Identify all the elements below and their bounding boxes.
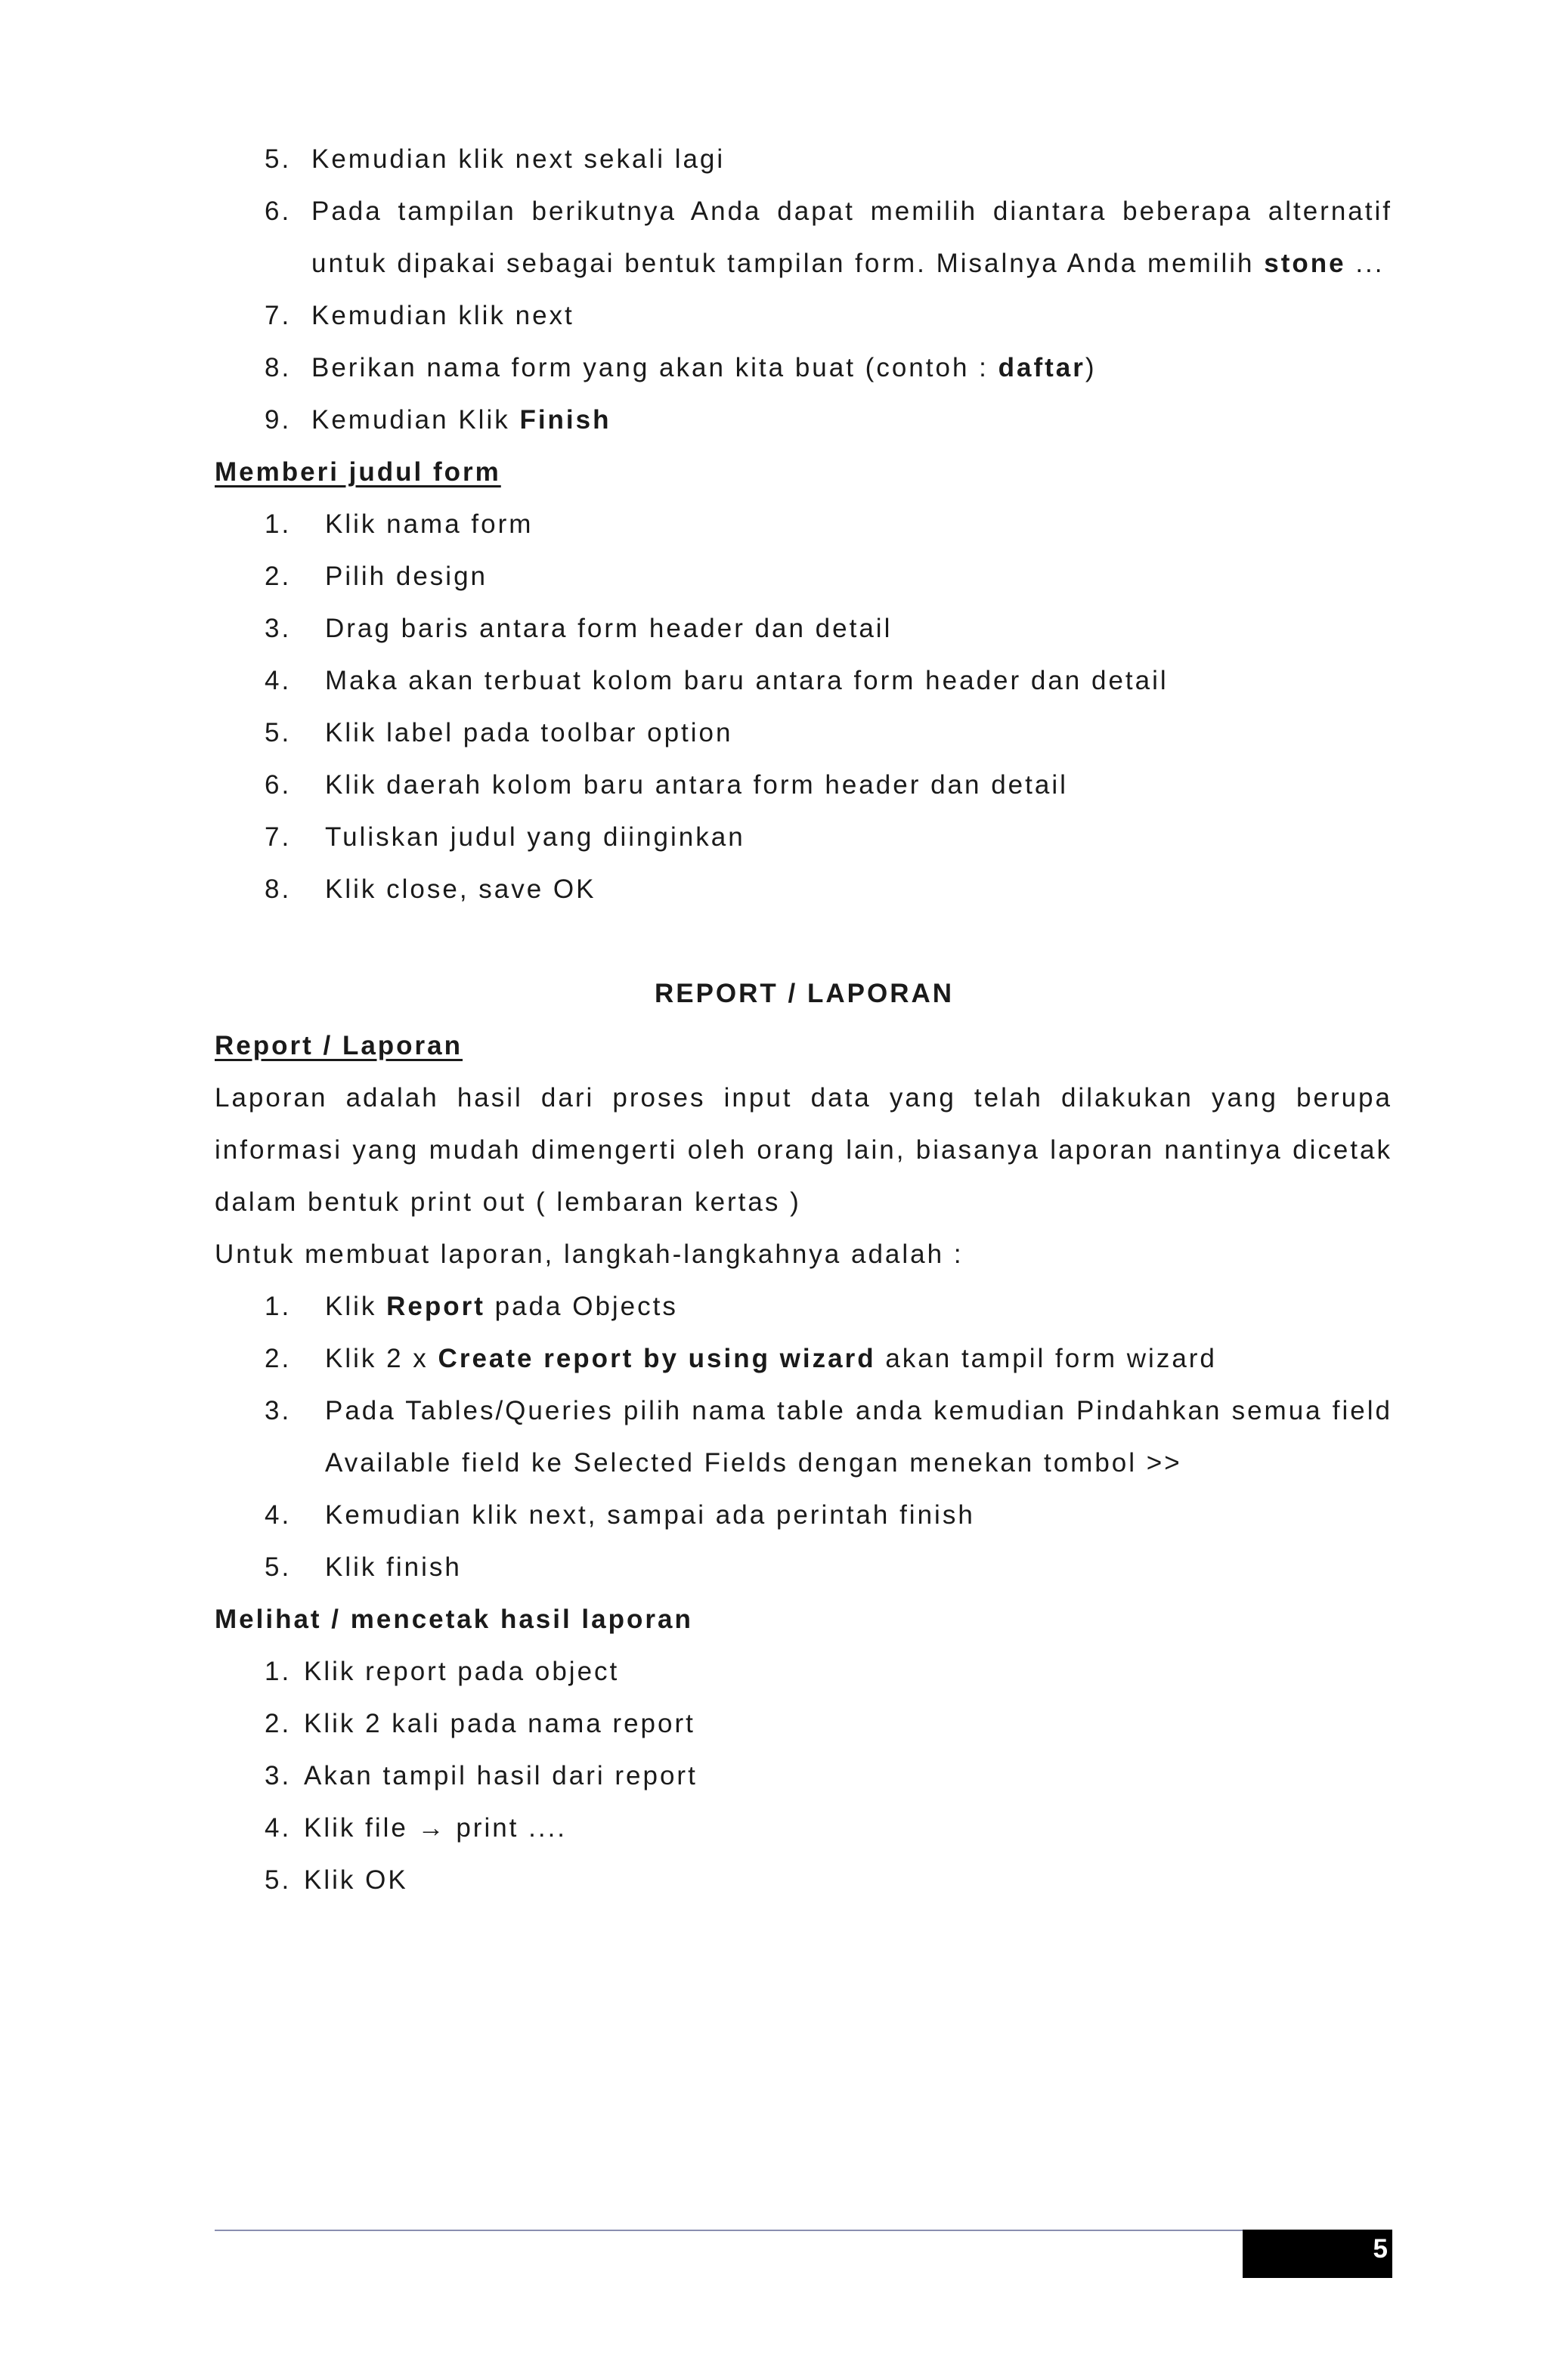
item-text: Maka akan terbuat kolom baru antara form header dan detail <box>325 666 1169 695</box>
list-item <box>0 189 1548 234</box>
item-number: 7. <box>265 301 292 330</box>
list-item <box>0 763 1548 808</box>
list-item <box>0 398 1548 443</box>
item-text: Klik 2 kali pada nama report <box>304 1709 695 1738</box>
text-run: ) <box>1085 353 1097 382</box>
item-text: Klik close, save OK <box>325 874 596 904</box>
item-text: Klik OK <box>304 1865 408 1895</box>
item-number: 5. <box>265 144 292 174</box>
list-item <box>0 1701 1548 1747</box>
list-item <box>0 1284 1548 1329</box>
list-item <box>0 606 1548 651</box>
paragraph-text: Untuk membuat laporan, langkah-langkahnya adalah : <box>215 1240 964 1269</box>
item-text: Akan tampil hasil dari report <box>304 1761 698 1790</box>
item-text <box>311 241 1385 286</box>
page-number: 5 <box>1373 2234 1388 2264</box>
paragraph-line <box>0 1128 1548 1173</box>
list-item <box>0 1858 1548 1903</box>
item-number: 8. <box>265 874 292 904</box>
item-number: 1. <box>265 509 292 539</box>
list-item <box>0 710 1548 756</box>
item-number: 2. <box>265 562 292 591</box>
text-run: pada Objects <box>485 1292 678 1321</box>
item-number: 2. <box>265 1344 292 1373</box>
section-heading: Report / Laporan <box>215 1031 463 1060</box>
arrow-right-icon: → <box>417 1813 447 1843</box>
section-heading-row <box>0 1597 1548 1642</box>
item-text: Kemudian klik next <box>311 301 574 330</box>
bold-text: Report <box>386 1292 485 1321</box>
text-run: Klik <box>325 1292 387 1321</box>
item-number: 3. <box>265 614 292 643</box>
item-text: Klik label pada toolbar option <box>325 718 733 747</box>
item-number: 6. <box>265 197 292 226</box>
item-number: 5. <box>265 718 292 747</box>
item-number: 5. <box>265 1552 292 1582</box>
paragraph-line <box>0 1180 1548 1225</box>
item-text <box>325 1284 678 1329</box>
item-number: 1. <box>265 1657 292 1686</box>
item-number: 7. <box>265 822 292 852</box>
item-text: Kemudian klik next, sampai ada perintah finish <box>325 1500 975 1530</box>
item-text: Available field ke Selected Fields dengan menekan tombol >> <box>325 1448 1182 1478</box>
item-number: 3. <box>265 1396 292 1425</box>
list-item-continuation <box>0 1441 1548 1486</box>
list-item <box>0 1493 1548 1538</box>
paragraph-text: dalam bentuk print out ( lembaran kertas ) <box>215 1187 801 1217</box>
item-number: 4. <box>265 666 292 695</box>
bold-text: Create report by using wizard <box>438 1344 876 1373</box>
paragraph-line <box>0 1075 1548 1121</box>
page-number-box <box>1243 2230 1392 2278</box>
list-item <box>0 867 1548 912</box>
item-text <box>311 398 611 443</box>
list-item <box>0 137 1548 182</box>
item-number: 4. <box>265 1813 292 1843</box>
list-item-continuation <box>0 241 1548 286</box>
section-heading-row <box>0 450 1548 495</box>
text-run: Kemudian Klik <box>311 405 520 435</box>
list-item <box>0 1753 1548 1799</box>
item-number: 1. <box>265 1292 292 1321</box>
item-text: Klik report pada object <box>304 1657 620 1686</box>
text-run: Berikan nama form yang akan kita buat (contoh : <box>311 353 998 382</box>
item-text: Klik nama form <box>325 509 534 539</box>
list-item <box>0 1806 1548 1851</box>
text-run: akan tampil form wizard <box>875 1344 1217 1373</box>
item-text: Klik daerah kolom baru antara form header dan detail <box>325 770 1068 800</box>
list-item <box>0 658 1548 704</box>
item-number: 4. <box>265 1500 292 1530</box>
item-text: Pada Tables/Queries pilih nama table anda kemudian Pindahkan semua field <box>325 1396 1392 1425</box>
item-text: Kemudian klik next sekali lagi <box>311 144 726 174</box>
item-text: Klik finish <box>325 1552 462 1582</box>
text-run: print .... <box>446 1813 568 1843</box>
item-number: 8. <box>265 353 292 382</box>
section-heading-row <box>0 1023 1548 1069</box>
item-text: Drag baris antara form header dan detail <box>325 614 893 643</box>
paragraph-text: Laporan adalah hasil dari proses input data yang telah dilakukan yang berupa <box>215 1083 1392 1113</box>
list-item <box>0 1649 1548 1694</box>
list-item <box>0 1388 1548 1434</box>
list-item <box>0 554 1548 599</box>
section-heading: Melihat / mencetak hasil laporan <box>215 1605 693 1634</box>
item-number: 2. <box>265 1709 292 1738</box>
list-item <box>0 815 1548 860</box>
text-run: untuk dipakai sebagai bentuk tampilan form. Misalnya Anda memilih <box>311 249 1265 278</box>
item-text <box>311 345 1097 391</box>
item-number: 3. <box>265 1761 292 1790</box>
text-run: ... <box>1345 249 1385 278</box>
item-text: Pilih design <box>325 562 488 591</box>
list-item <box>0 293 1548 339</box>
item-number: 5. <box>265 1865 292 1895</box>
item-text: Tuliskan judul yang diinginkan <box>325 822 745 852</box>
item-text <box>304 1806 567 1851</box>
page-title: REPORT / LAPORAN <box>654 979 955 1008</box>
text-run: Klik 2 x <box>325 1344 438 1373</box>
bold-text: Finish <box>519 405 611 435</box>
list-item <box>0 345 1548 391</box>
item-number: 9. <box>265 405 292 435</box>
list-item <box>0 502 1548 547</box>
section-heading: Memberi judul form <box>215 457 501 487</box>
list-item <box>0 1545 1548 1590</box>
item-text <box>325 1336 1217 1382</box>
item-number: 6. <box>265 770 292 800</box>
bold-text: daftar <box>998 353 1085 382</box>
footer-rule <box>215 2230 1243 2231</box>
paragraph-text: informasi yang mudah dimengerti oleh orang lain, biasanya laporan nantinya dicetak <box>215 1135 1392 1165</box>
item-text: Pada tampilan berikutnya Anda dapat memilih diantara beberapa alternatif <box>311 197 1392 226</box>
text-run: Klik file <box>304 1813 418 1843</box>
bold-text: stone <box>1264 249 1346 278</box>
list-item <box>0 1336 1548 1382</box>
paragraph-line <box>0 1232 1548 1277</box>
